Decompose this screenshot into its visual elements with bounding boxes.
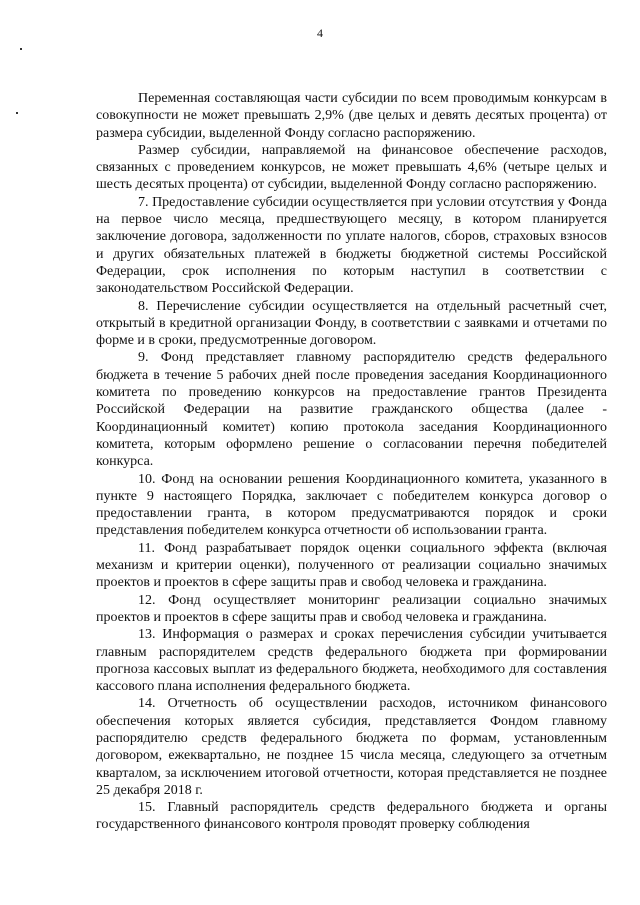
page-number: 4 <box>317 26 323 40</box>
paragraph: Размер субсидии, направляемой на финансовое обеспечение расходов, связанных с проведением конкурсов, не может превышать 4,6% (четыре целых и шесть десятых процента) от субсидии, выделенной Фонду согласно распоряжению. <box>96 142 607 193</box>
paragraph: 7. Предоставление субсидии осуществляется при условии отсутствия у Фонда на первое число месяца, предшествующего месяцу, в котором планируется заключение договора, задолженности по уплате налогов, сборов, страховых взносов и других обязательных платежей в бюджеты бюджетной системы Российской Федерации, срок исполнения по которым наступил в соответствии с законодательством Российской Федерации. <box>96 194 607 297</box>
paragraph: Переменная составляющая части субсидии по всем проводимым конкурсам в совокупности не может превышать 2,9% (две целых и девять десятых процента) от размера субсидии, выделенной Фонду согласно распоряжению. <box>96 91 607 141</box>
paragraph: 14. Отчетность об осуществлении расходов, источником финансового обеспечения которых является субсидия, представляется Фондом главному распорядителю средств федерального бюджета по формам, установленным договором, ежеквартально, не позднее 15 числа месяца, следующего за отчетным кварталом, за исключением итоговой отчетности, которая представляется не позднее 25 декабря 2018 г. <box>96 696 607 798</box>
scan-mark <box>20 48 22 50</box>
paragraph: 9. Фонд представляет главному распорядителю средств федерального бюджета в течение 5 рабочих дней после проведения заседания Координационного комитета по проведению конкурсов на предоставление грантов Президента Российской Федерации на развитие гражданского общества (далее - Координационный комитет) копию протокола заседания Координационного комитета, которым оформлено решение о согласовании перечня победителей конкурса. <box>96 350 607 470</box>
document-body <box>96 90 607 834</box>
paragraph: 12. Фонд осуществляет мониторинг реализации социально значимых проектов и проектов в сфере защиты прав и свобод человека и гражданина. <box>96 592 607 625</box>
paragraph: 10. Фонд на основании решения Координационного комитета, указанного в пункте 9 настоящего Порядка, заключает с победителем конкурса договор о предоставлении гранта, в котором предусматриваются порядок и сроки представления победителем конкурса отчетности об использовании гранта. <box>96 471 607 539</box>
paragraph: 11. Фонд разрабатывает порядок оценки социального эффекта (включая механизм и критерии оценки), полученного от реализации социально значимых проектов и проектов в сфере защиты прав и свобод человека и гражданина. <box>96 540 607 591</box>
paragraph: 15. Главный распорядитель средств федерального бюджета и органы государственного финансового контроля проводят проверку соблюдения <box>96 800 607 833</box>
paragraph: 13. Информация о размерах и сроках перечисления субсидии учитывается главным распорядителем средств федерального бюджета при формировании прогноза кассовых выплат из федерального бюджета, необходимого для составления кассового плана исполнения федерального бюджета. <box>96 627 607 695</box>
paragraph: 8. Перечисление субсидии осуществляется на отдельный расчетный счет, открытый в кредитной организации Фонду, в соответствии с заявками и отчетами по форме и в сроки, предусмотренные договором. <box>96 298 607 349</box>
scan-mark <box>16 112 18 114</box>
